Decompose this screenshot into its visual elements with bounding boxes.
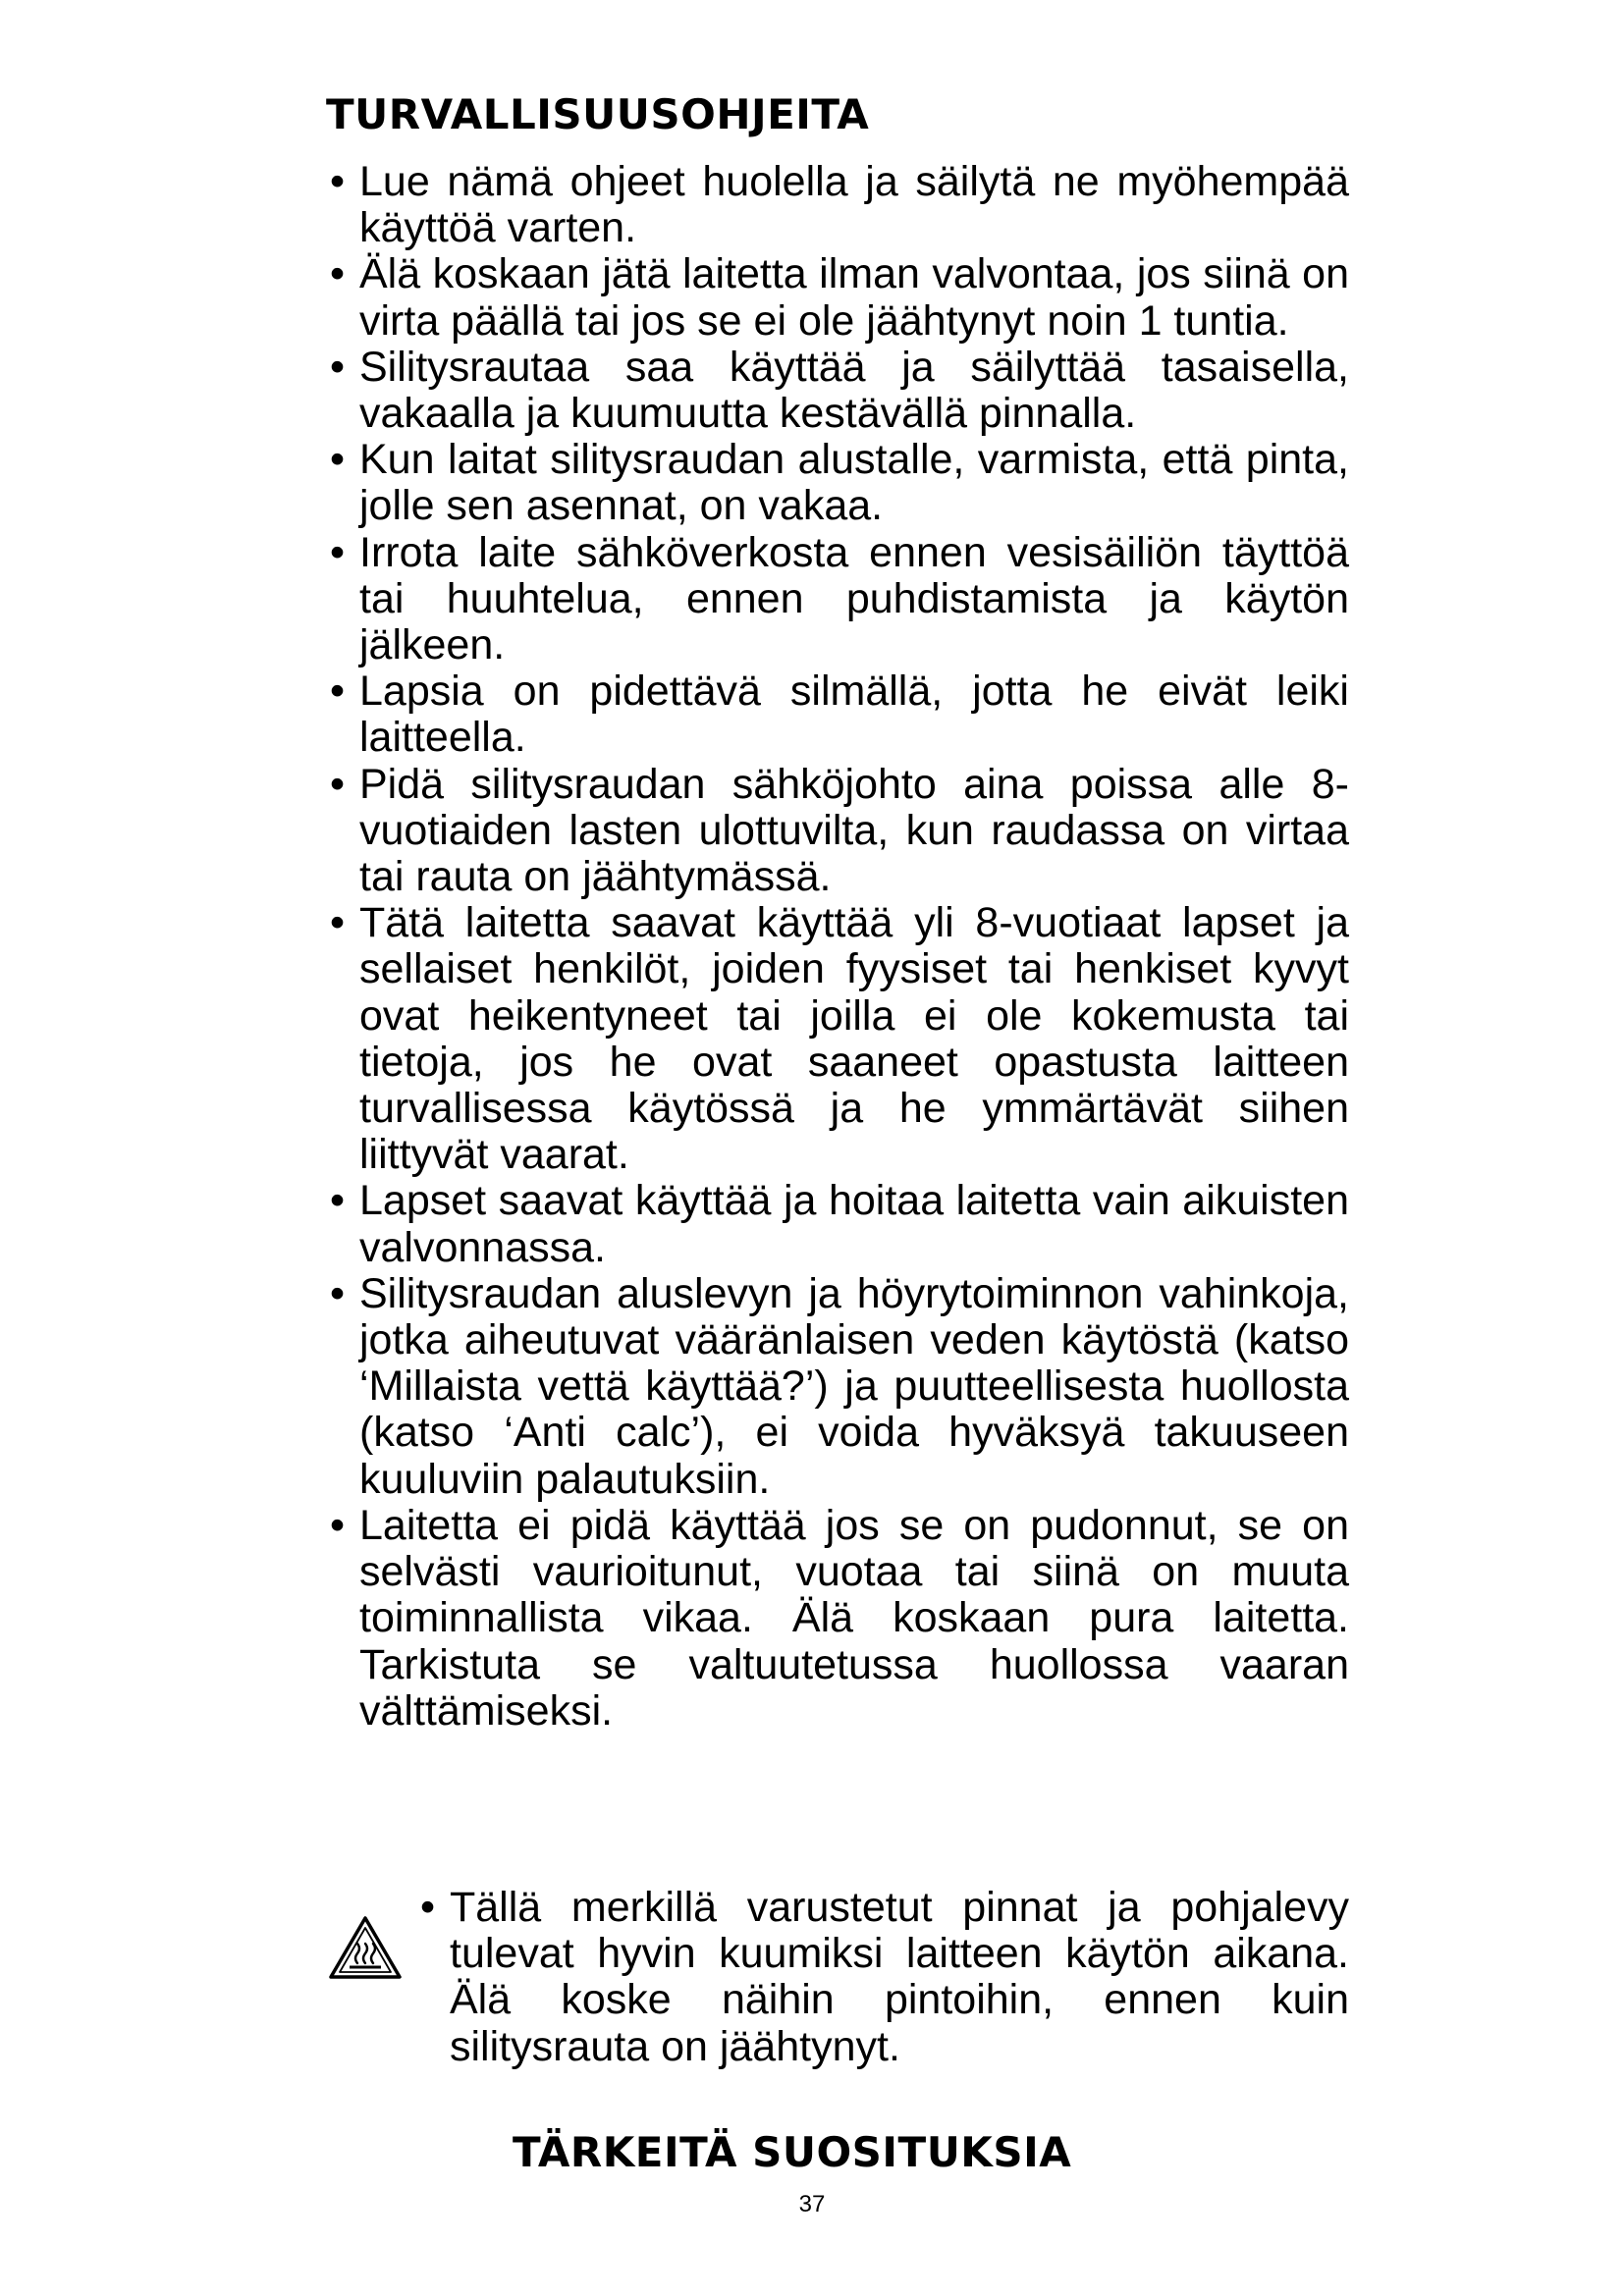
page-number: 37 — [798, 2191, 826, 2217]
bullet: • — [330, 528, 346, 576]
list-item-text: Silitysraudan aluslevyn ja höyrytoiminnon vahinkoja, jotka aiheutuvat vääränlaisen veden käytöstä (katso ‘Millaista vettä käyttää?’) ja puutteellisesta huollosta (katso ‘Anti calc’), ei voida hyväksyä takuuseen kuuluviin palautuksiin. — [359, 1269, 1349, 1503]
important-recommendations-heading: TÄRKEITÄ SUOSITUKSIA — [513, 2128, 1072, 2176]
bullet: • — [330, 158, 346, 205]
hot-surface-warning-icon — [328, 1914, 403, 1981]
bullet: • — [330, 1177, 346, 1225]
list-item-text: Älä koskaan jätä laitetta ilman valvontaa, jos siinä on virta päällä tai jos se ei ole jäähtynyt noin 1 tuntia. — [359, 250, 1349, 345]
bullet: • — [330, 436, 346, 484]
list-item-text: Silitysrautaa saa käyttää ja säilyttää tasaisella, vakaalla ja kuumuutta kestävällä pinnalla. — [359, 343, 1349, 438]
list-item-text: Pidä silitysraudan sähköjohto aina poissa alle 8-vuotiaiden lasten ulottuvilta, kun raudassa on virtaa tai rauta on jäähtymässä. — [359, 760, 1349, 901]
safety-instructions-list — [328, 159, 1349, 1735]
list-item — [328, 345, 1349, 437]
bullet: • — [330, 343, 346, 391]
list-item-text: Lapset saavat käyttää ja hoitaa laitetta vain aikuisten valvonnassa. — [359, 1177, 1349, 1271]
bullet: • — [330, 250, 346, 298]
safety-instructions-heading: TURVALLISUUSOHJEITA — [326, 90, 870, 138]
bullet: • — [420, 1884, 436, 1931]
list-item-text: Irrota laite sähköverkosta ennen vesisäiliön täyttöä tai huuhtelua, ennen puhdistamista ja käytön jälkeen. — [359, 528, 1349, 669]
bullet: • — [330, 667, 346, 716]
bullet: • — [330, 899, 346, 947]
hot-surface-warning — [328, 1885, 1349, 2070]
list-item — [328, 1178, 1349, 1270]
list-item-text: Lue nämä ohjeet huolella ja säilytä ne myöhempää käyttöä varten. — [359, 158, 1349, 252]
list-item-text: Lapsia on pidettävä silmällä, jotta he eivät leiki laitteella. — [359, 667, 1349, 762]
list-item — [328, 437, 1349, 529]
list-item-text: Laitetta ei pidä käyttää jos se on pudonnut, se on selvästi vaurioitunut, vuotaa tai siinä on muuta toiminnallista vikaa. Älä koskaan pura laitetta. Tarkistuta se valtuutetussa huollossa vaaran välttämiseksi. — [359, 1501, 1349, 1735]
list-item — [328, 668, 1349, 761]
list-item — [328, 1503, 1349, 1735]
bullet: • — [330, 1501, 346, 1549]
list-item — [328, 530, 1349, 669]
list-item-text: Kun laitat silitysraudan alustalle, varmista, että pinta, jolle sen asennat, on vakaa. — [359, 436, 1349, 530]
bullet: • — [330, 1269, 346, 1317]
warning-list-item — [418, 1885, 1349, 2070]
list-item — [328, 251, 1349, 344]
list-item — [328, 1271, 1349, 1503]
bullet: • — [330, 760, 346, 808]
list-item — [328, 762, 1349, 901]
warning-item-text: Tällä merkillä varustetut pinnat ja pohjalevy tulevat hyvin kuumiksi laitteen käytön aikana. Älä koske näihin pintoihin, ennen kuin silitysrauta on jäähtynyt. — [450, 1884, 1349, 2070]
list-item-text: Tätä laitetta saavat käyttää yli 8-vuotiaat lapset ja sellaiset henkilöt, joiden fyysiset tai henkiset kyvyt ovat heikentyneet tai joilla ei ole kokemusta tai tietoja, jos he ovat saaneet opastusta laitteen turvallisessa käytössä ja he ymmärtävät siihen liittyvät vaarat. — [359, 899, 1349, 1179]
list-item — [328, 900, 1349, 1178]
list-item — [328, 159, 1349, 251]
